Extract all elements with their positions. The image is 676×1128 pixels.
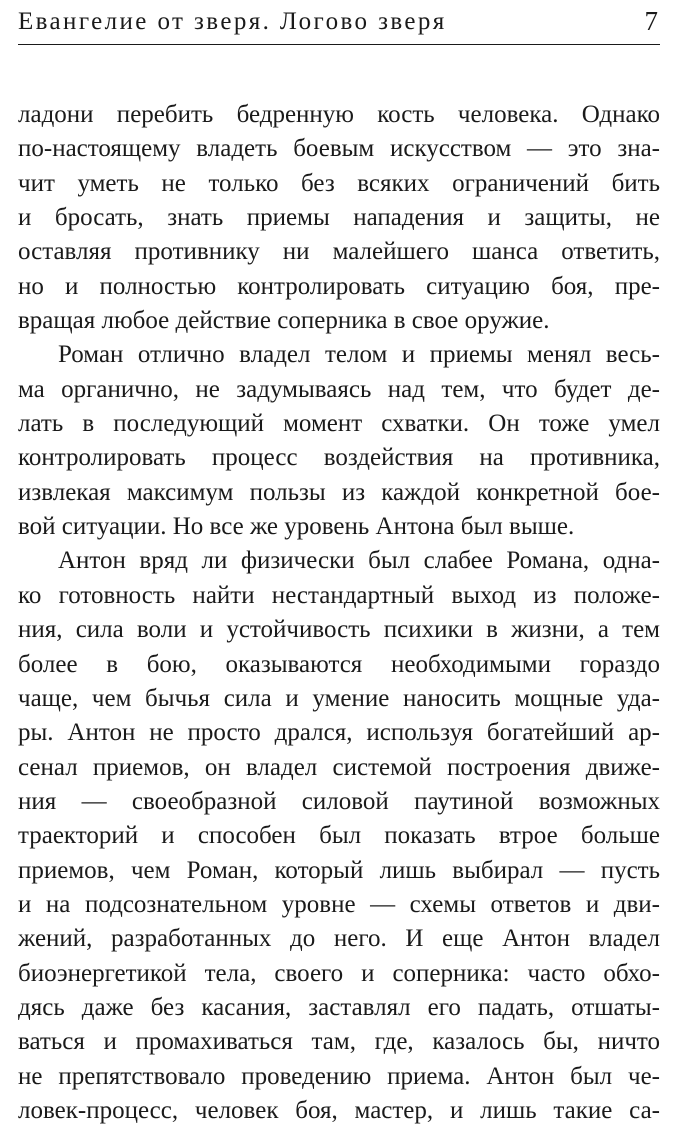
text-line: ры. Антон не просто дрался, используя богатейший ар- [18, 719, 660, 747]
text-line: ладони перебить бедренную кость человека. Однако [18, 101, 660, 128]
text-line: траекторий и способен был показать втрое больше [18, 822, 660, 850]
text-line: ловек-процесс, человек боя, мастер, и лишь такие са- [18, 1096, 660, 1124]
paragraph [18, 98, 660, 338]
text-line: извлекая максимум пользы из каждой конкретной бое- [18, 478, 660, 506]
text-line: лать в последующий момент схватки. Он тоже умел [18, 410, 660, 438]
text-line: чит уметь не только без всяких ограничений бить [18, 169, 660, 197]
text-line: оставляя противнику ни малейшего шанса ответить, [18, 238, 660, 266]
text-line: Роман отлично владел телом и приемы менял весь- [58, 341, 660, 369]
text-line: ния — своеобразной силовой паутиной возможных [18, 787, 660, 815]
paragraph [18, 544, 660, 1128]
body-text [18, 98, 660, 1128]
running-title: Евангелие от зверя. Логово зверя [18, 8, 447, 35]
text-line: контролировать процесс воздействия на противника, [18, 444, 660, 472]
text-line: приемов, чем Роман, который лишь выбирал — пусть [18, 856, 660, 884]
text-line: ма органично, не задумываясь над тем, что будет де- [18, 375, 660, 403]
page-number: 7 [644, 6, 658, 36]
text-line: и бросать, знать приемы нападения и защиты, не [18, 204, 660, 232]
text-line: жений, разработанных до него. И еще Антон владел [18, 925, 660, 953]
text-line: более в бою, оказываются необходимыми гораздо [18, 650, 660, 678]
text-line: ваться и промахиваться там, где, казалось бы, ничто [18, 1028, 660, 1056]
text-line: не препятствовало проведению приема. Антон был че- [18, 1062, 660, 1090]
text-line: вой ситуации. Но все же уровень Антона был выше. [18, 513, 575, 541]
text-line: сенал приемов, он владел системой построения движе- [18, 753, 660, 781]
text-line: вращая любое действие соперника в свое оружие. [18, 307, 550, 335]
text-line: биоэнергетикой тела, своего и соперника: часто обхо- [18, 959, 660, 987]
text-line: и на подсознательном уровне — схемы ответов и дви- [18, 890, 660, 918]
page-header [18, 6, 660, 45]
paragraph [18, 338, 660, 544]
text-line: Антон вряд ли физически был слабее Романа, одна- [58, 547, 660, 575]
text-line: чаще, чем бычья сила и умение наносить мощные уда- [18, 684, 660, 712]
text-line: ния, сила воли и устойчивость психики в жизни, а тем [18, 616, 660, 644]
text-line: ко готовность найти нестандартный выход из положе- [18, 581, 660, 609]
text-line: дясь даже без касания, заставлял его падать, отшаты- [18, 993, 660, 1021]
text-line: но и полностью контролировать ситуацию боя, пре- [18, 272, 660, 300]
text-line: по-настоящему владеть боевым искусством — это зна- [18, 135, 660, 163]
